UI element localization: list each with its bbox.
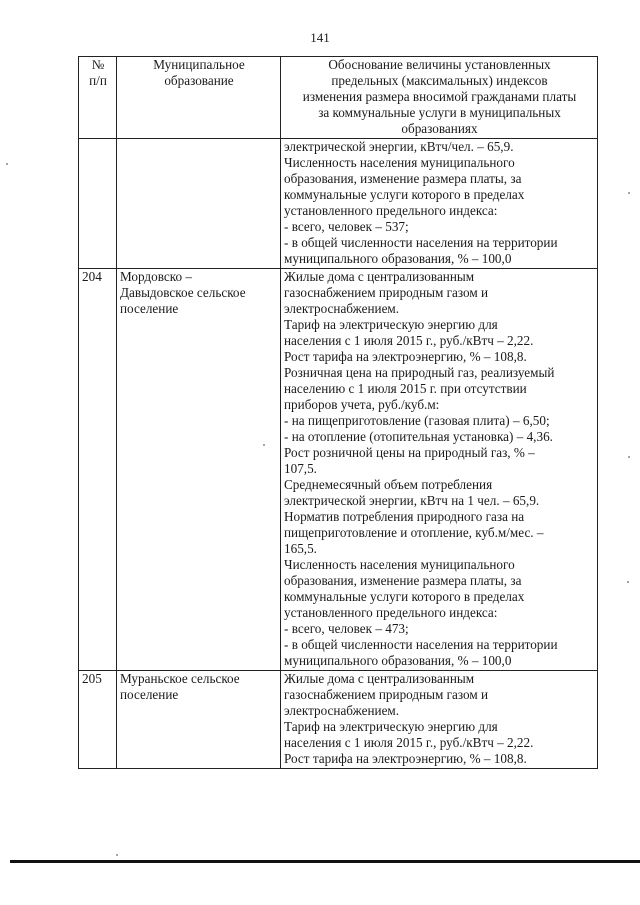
header-justification-line: Обоснование величины установленных bbox=[328, 57, 551, 72]
municipal-index-table bbox=[78, 56, 598, 769]
justification-line: населения с 1 июля 2015 г., руб./кВтч – 2,22. bbox=[284, 735, 534, 750]
scan-speck bbox=[628, 456, 630, 458]
justification-line: образования, изменение размера платы, за bbox=[284, 171, 522, 186]
justification-line: 107,5. bbox=[284, 461, 317, 476]
justification-line: Розничная цена на природный газ, реализуемый bbox=[284, 365, 555, 380]
justification-text bbox=[281, 269, 598, 671]
header-num bbox=[79, 57, 117, 139]
justification-line: образования, изменение размера платы, за bbox=[284, 573, 522, 588]
justification-line: - всего, человек – 537; bbox=[284, 219, 409, 234]
table-body bbox=[79, 139, 598, 769]
row-number: 204 bbox=[79, 269, 117, 671]
table-row bbox=[79, 139, 598, 269]
justification-line: Рост тарифа на электроэнергию, % – 108,8. bbox=[284, 751, 527, 766]
justification-line: - в общей численности населения на территории bbox=[284, 235, 558, 250]
justification-line: Жилые дома с централизованным bbox=[284, 671, 475, 686]
row-number: 205 bbox=[79, 671, 117, 769]
justification-line: муниципального образования, % – 100,0 bbox=[284, 251, 512, 266]
header-num-line: № bbox=[91, 57, 105, 72]
page-number: 141 bbox=[310, 30, 330, 45]
justification-line: электроснабжением. bbox=[284, 703, 400, 718]
municipality-line: поселение bbox=[120, 301, 179, 316]
justification-line: муниципального образования, % – 100,0 bbox=[284, 653, 512, 668]
justification-line: - на пищеприготовление (газовая плита) – 6,50; bbox=[284, 413, 550, 428]
header-municipality bbox=[117, 57, 281, 139]
justification-line: Тариф на электрическую энергию для bbox=[284, 719, 498, 734]
justification-line: установленного предельного индекса: bbox=[284, 203, 498, 218]
municipality-line: Мордовско – bbox=[120, 269, 192, 284]
municipality-name bbox=[117, 671, 281, 769]
municipality-name bbox=[117, 139, 281, 269]
justification-line: населению с 1 июля 2015 г. при отсутствии bbox=[284, 381, 527, 396]
justification-line: - в общей численности населения на территории bbox=[284, 637, 558, 652]
header-justification-line: за коммунальные услуги в муниципальных bbox=[318, 105, 561, 120]
justification-line: электрической энергии, кВтч на 1 чел. – 65,9. bbox=[284, 493, 540, 508]
municipality-line: поселение bbox=[120, 687, 179, 702]
justification-line: Тариф на электрическую энергию для bbox=[284, 317, 498, 332]
justification-line: установленного предельного индекса: bbox=[284, 605, 498, 620]
table-row bbox=[79, 269, 598, 671]
header-justification-line: образованиях bbox=[401, 121, 478, 136]
justification-line: пищеприготовление и отопление, куб.м/мес. – bbox=[284, 525, 544, 540]
justification-line: газоснабжением природным газом и bbox=[284, 687, 489, 702]
table-row bbox=[79, 671, 598, 769]
justification-line: коммунальные услуги которого в пределах bbox=[284, 187, 525, 202]
justification-line: Численность населения муниципального bbox=[284, 557, 515, 572]
justification-line: Жилые дома с централизованным bbox=[284, 269, 475, 284]
scan-speck bbox=[263, 444, 265, 446]
justification-line: Норматив потребления природного газа на bbox=[284, 509, 525, 524]
justification-line: газоснабжением природным газом и bbox=[284, 285, 489, 300]
justification-line: электроснабжением. bbox=[284, 301, 400, 316]
justification-text bbox=[281, 671, 598, 769]
justification-line: Среднемесячный объем потребления bbox=[284, 477, 493, 492]
justification-line: электрической энергии, кВтч/чел. – 65,9. bbox=[284, 139, 514, 154]
header-justification-line: предельных (максимальных) индексов bbox=[331, 73, 548, 88]
justification-line: коммунальные услуги которого в пределах bbox=[284, 589, 525, 604]
header-justification-line: изменения размера вносимой гражданами платы bbox=[302, 89, 577, 104]
municipality-name bbox=[117, 269, 281, 671]
scan-speck bbox=[628, 192, 630, 194]
justification-line: Рост тарифа на электроэнергию, % – 108,8. bbox=[284, 349, 527, 364]
justification-line: - на отопление (отопительная установка) – 4,36. bbox=[284, 429, 553, 444]
justification-text bbox=[281, 139, 598, 269]
justification-line: 165,5. bbox=[284, 541, 317, 556]
municipality-line: Давыдовское сельское bbox=[120, 285, 246, 300]
page-bottom-rule bbox=[10, 860, 640, 863]
header-municipality-line: Муниципальное bbox=[153, 57, 245, 72]
row-number bbox=[79, 139, 117, 269]
scan-speck bbox=[6, 163, 8, 165]
header-justification bbox=[281, 57, 598, 139]
scan-speck bbox=[116, 854, 118, 856]
justification-line: приборов учета, руб./куб.м: bbox=[284, 397, 440, 412]
justification-line: Рост розничной цены на природный газ, % – bbox=[284, 445, 535, 460]
header-num-line: п/п bbox=[89, 73, 107, 88]
header-municipality-line: образование bbox=[164, 73, 234, 88]
table-header-row bbox=[79, 57, 598, 139]
justification-line: - всего, человек – 473; bbox=[284, 621, 409, 636]
justification-line: Численность населения муниципального bbox=[284, 155, 515, 170]
justification-line: населения с 1 июля 2015 г., руб./кВтч – 2,22. bbox=[284, 333, 534, 348]
scan-speck bbox=[627, 581, 629, 583]
municipality-line: Мураньское сельское bbox=[120, 671, 240, 686]
